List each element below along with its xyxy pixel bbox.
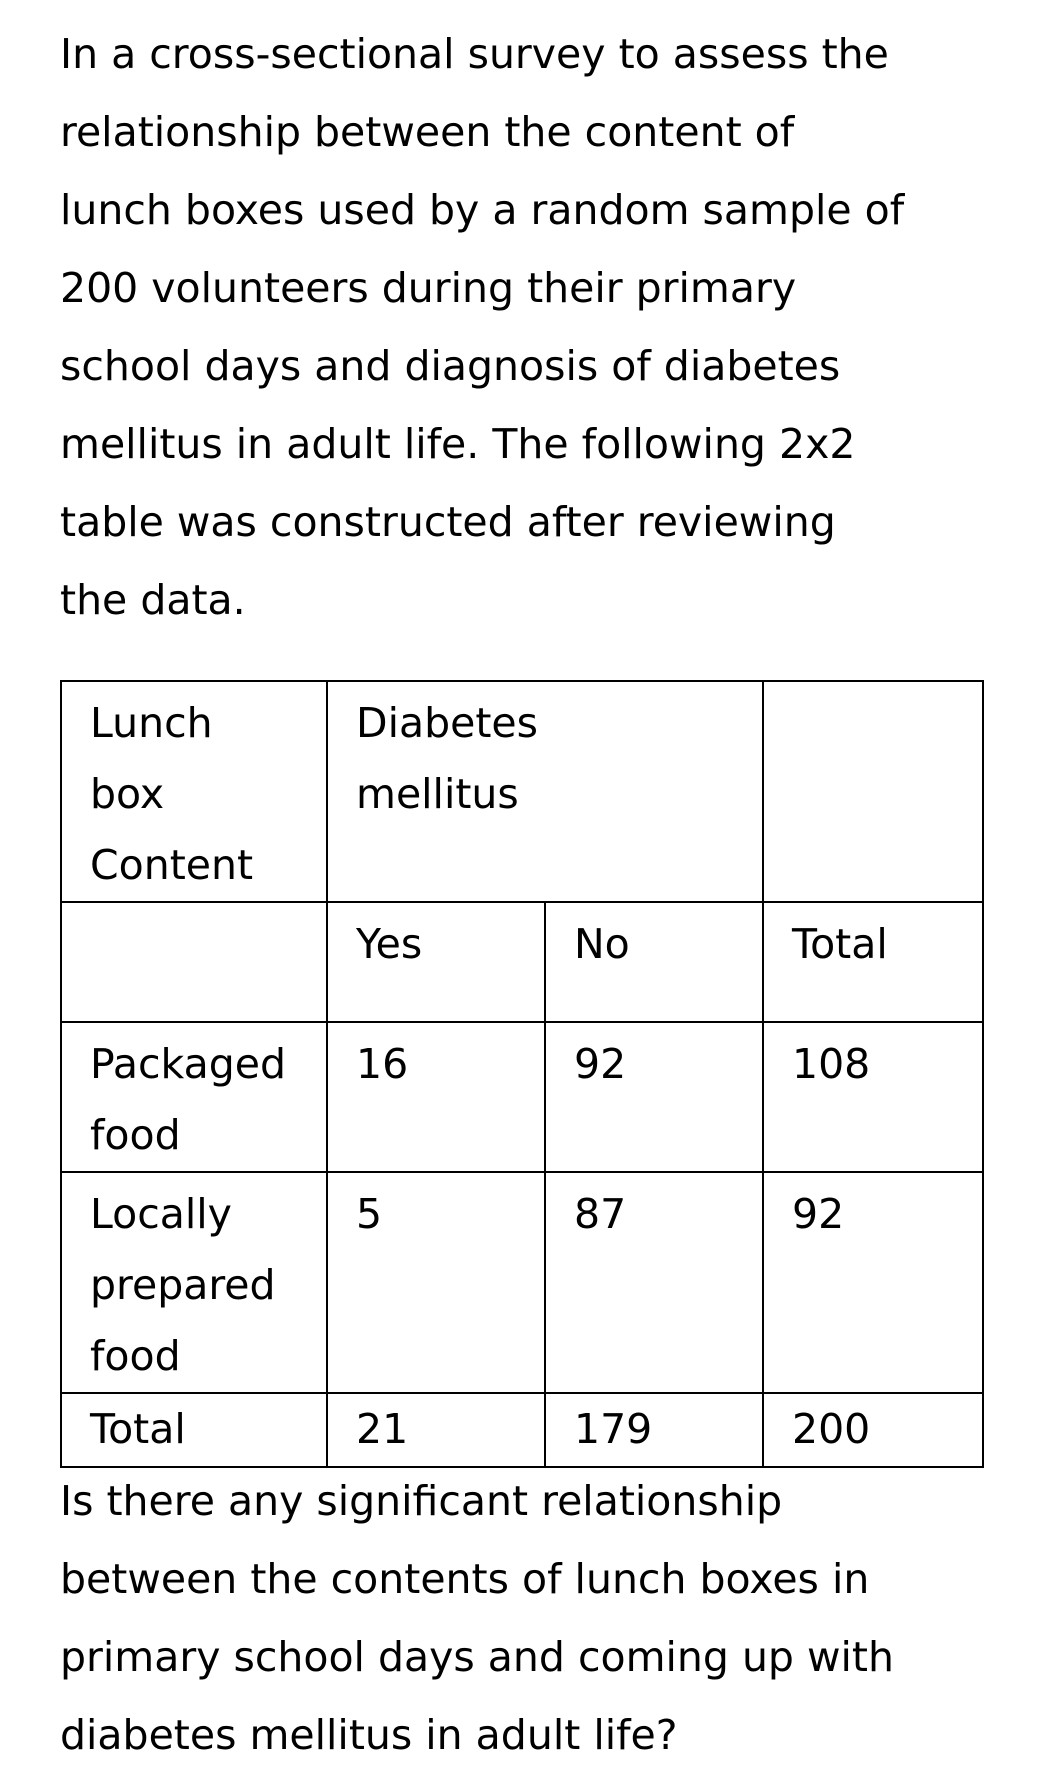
table-cell <box>545 1172 763 1393</box>
subheader-total: Total <box>792 920 888 968</box>
intro-line: school days and diagnosis of diabetes <box>60 342 841 390</box>
table-cell <box>545 1022 763 1172</box>
question-line: diabetes mellitus in adult life? <box>60 1711 678 1759</box>
header-blank-cell <box>763 681 983 902</box>
subheader-no: No <box>574 920 630 968</box>
cell-value: 5 <box>356 1190 383 1238</box>
subheader-blank-cell <box>61 902 327 1022</box>
header-group-label: Diabetes mellitus <box>356 699 538 818</box>
intro-line: lunch boxes used by a random sample of <box>60 186 905 234</box>
table-total-row <box>61 1393 983 1467</box>
table-cell <box>327 1022 545 1172</box>
cell-value: 92 <box>792 1190 845 1238</box>
table-cell <box>763 1393 983 1467</box>
intro-line: In a cross-sectional survey to assess the <box>60 30 889 78</box>
cell-value: 179 <box>574 1405 653 1453</box>
contingency-table <box>60 680 984 1468</box>
table-cell <box>327 1393 545 1467</box>
intro-line: 200 volunteers during their primary <box>60 264 797 312</box>
intro-line: mellitus in adult life. The following 2x2 <box>60 420 856 468</box>
table-cell <box>327 1172 545 1393</box>
intro-line: the data. <box>60 576 246 624</box>
cell-value: 92 <box>574 1040 627 1088</box>
cell-value: 108 <box>792 1040 871 1088</box>
intro-line: table was constructed after reviewing <box>60 498 836 546</box>
table-subheader-row <box>61 902 983 1022</box>
row-label-cell <box>61 1393 327 1467</box>
subheader-yes: Yes <box>356 920 423 968</box>
table-row <box>61 1022 983 1172</box>
question-line: Is there any significant relationship <box>60 1477 783 1525</box>
subheader-total-cell <box>763 902 983 1022</box>
question-line: between the contents of lunch boxes in <box>60 1555 870 1603</box>
row-label: Locally prepared food <box>90 1190 276 1380</box>
table-row <box>61 1172 983 1393</box>
header-row-label: Lunch box Content <box>90 699 254 889</box>
cell-value: 16 <box>356 1040 409 1088</box>
row-label: Total <box>90 1405 186 1453</box>
table-cell <box>763 1172 983 1393</box>
question-line: primary school days and coming up with <box>60 1633 894 1681</box>
cell-value: 21 <box>356 1405 409 1453</box>
header-row-label-cell <box>61 681 327 902</box>
table-cell <box>545 1393 763 1467</box>
cell-value: 87 <box>574 1190 627 1238</box>
cell-value: 200 <box>792 1405 871 1453</box>
intro-paragraph <box>60 15 1020 639</box>
subheader-no-cell <box>545 902 763 1022</box>
table-header-row <box>61 681 983 902</box>
header-group-cell <box>327 681 763 902</box>
table-cell <box>763 1022 983 1172</box>
intro-line: relationship between the content of <box>60 108 795 156</box>
row-label-cell <box>61 1172 327 1393</box>
row-label-cell <box>61 1022 327 1172</box>
subheader-yes-cell <box>327 902 545 1022</box>
row-label: Packaged food <box>90 1040 286 1159</box>
question-paragraph <box>60 1462 1020 1774</box>
